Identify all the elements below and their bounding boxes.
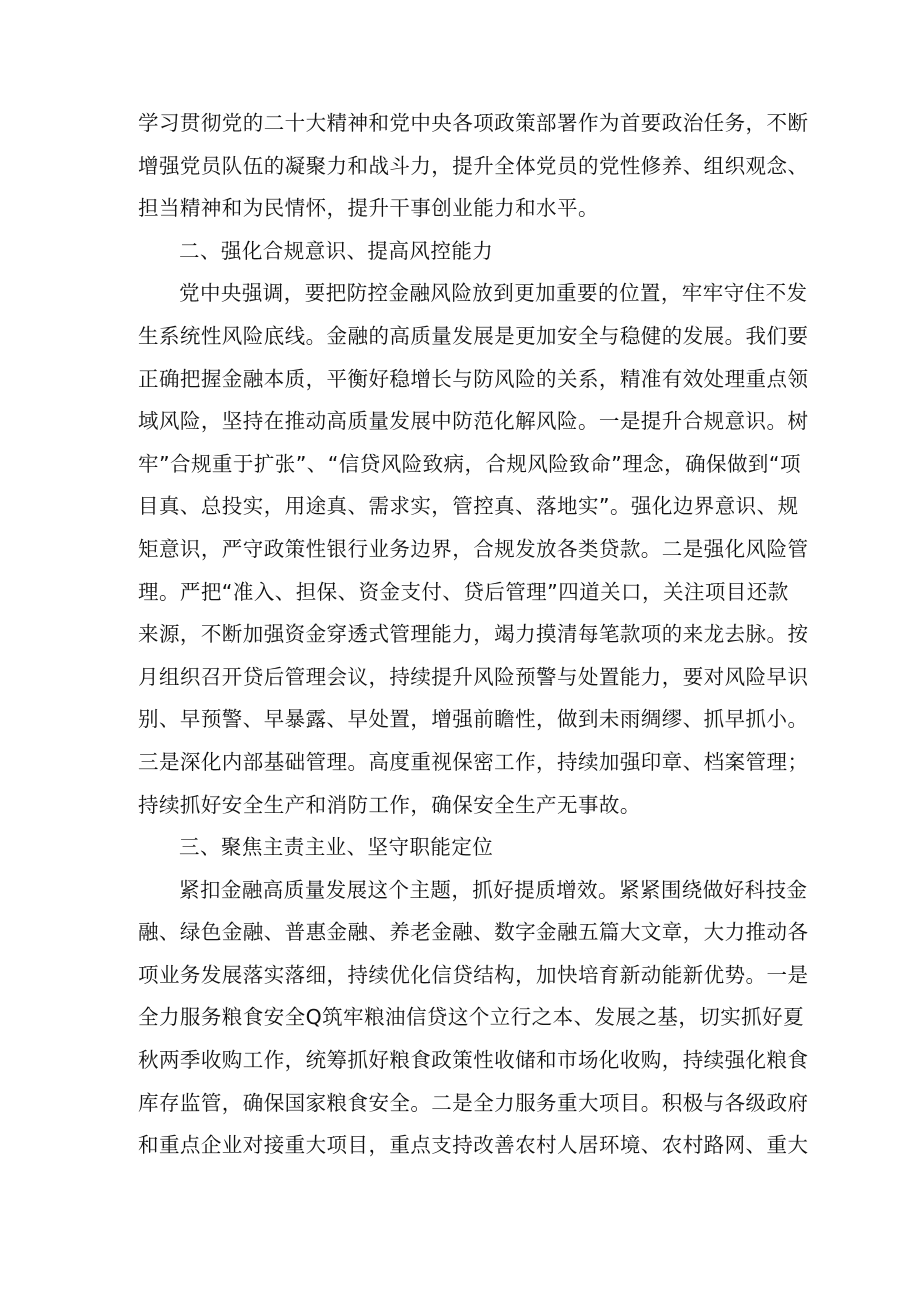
paragraph-line: 别、早预警、早暴露、早处置，增强前瞻性，做到未雨绸缪、抓早抓小。 [138,707,809,732]
paragraph-line: 三是深化内部基础管理。高度重视保密工作，持续加强印章、档案管理； [138,749,809,774]
paragraph-line: 秋两季收购工作，统筹抓好粮食政策性收储和市场化收购，持续强化粮食 [138,1048,809,1073]
paragraph-line: 牢”合规重于扩张”、“信贷风险致病，合规风险致命”理念，确保做到“项 [138,451,801,476]
paragraph-line: 理。严把“准入、担保、资金支付、贷后管理”四道关口，关注项目还款 [138,579,789,604]
paragraph-line: 项业务发展落实落细，持续优化信贷结构，加快培育新动能新优势。一是 [138,962,809,987]
paragraph-line: 月组织召开贷后管理会议，持续提升风险预警与处置能力，要对风险早识 [138,664,809,689]
paragraph-line: 学习贯彻党的二十大精神和党中央各项政策部署作为首要政治任务，不断 [138,111,809,135]
paragraph-line: 正确把握金融本质，平衡好稳增长与防风险的关系，精准有效处理重点领 [138,366,809,391]
paragraph-line: 担当精神和为民情怀，提升干事创业能力和水平。 [138,196,599,221]
paragraph-line: 域风险，坚持在推动高质量发展中防范化解风险。一是提升合规意识。树 [138,409,809,434]
paragraph-line: 矩意识，严守政策性银行业务边界，合规发放各类贷款。二是强化风险管 [138,536,809,561]
paragraph-line: 来源，不断加强资金穿透式管理能力，竭力摸清每笔款项的来龙去脉。按 [138,622,809,647]
paragraph-line: 和重点企业对接重大项目，重点支持改善农村人居环境、农村路网、重大 [138,1133,809,1158]
paragraph-line: 紧扣金融高质量发展这个主题，抓好提质增效。紧紧围绕做好科技金 [179,877,808,902]
paragraph-line: 党中央强调，要把防控金融风险放到更加重要的位置，牢牢守住不发 [179,281,808,306]
paragraph-line: 库存监管，确保国家粮食安全。二是全力服务重大项目。积极与各级政府 [138,1090,809,1115]
paragraph-line: 生系统性风险底线。金融的高质量发展是更加安全与稳健的发展。我们要 [138,323,809,348]
paragraph-line: 增强党员队伍的凝聚力和战斗力，提升全体党员的党性修养、组织观念、 [138,153,809,178]
paragraph-line: 目真、总投实，用途真、需求实，管控真、落地实”。强化边界意识、规 [138,494,799,519]
document-body [138,102,809,1167]
paragraph-line: 全力服务粮食安全Q筑牢粮油信贷这个立行之本、发展之基，切实抓好夏 [138,1005,805,1030]
paragraph-line: 融、绿色金融、普惠金融、养老金融、数字金融五篇大文章，大力推动各 [138,920,809,945]
paragraph-line: 持续抓好安全生产和消防工作，确保安全生产无事故。 [138,792,641,817]
section-heading: 三、聚焦主责主业、坚守职能定位 [179,835,494,860]
section-heading: 二、强化合规意识、提高风控能力 [179,238,494,263]
